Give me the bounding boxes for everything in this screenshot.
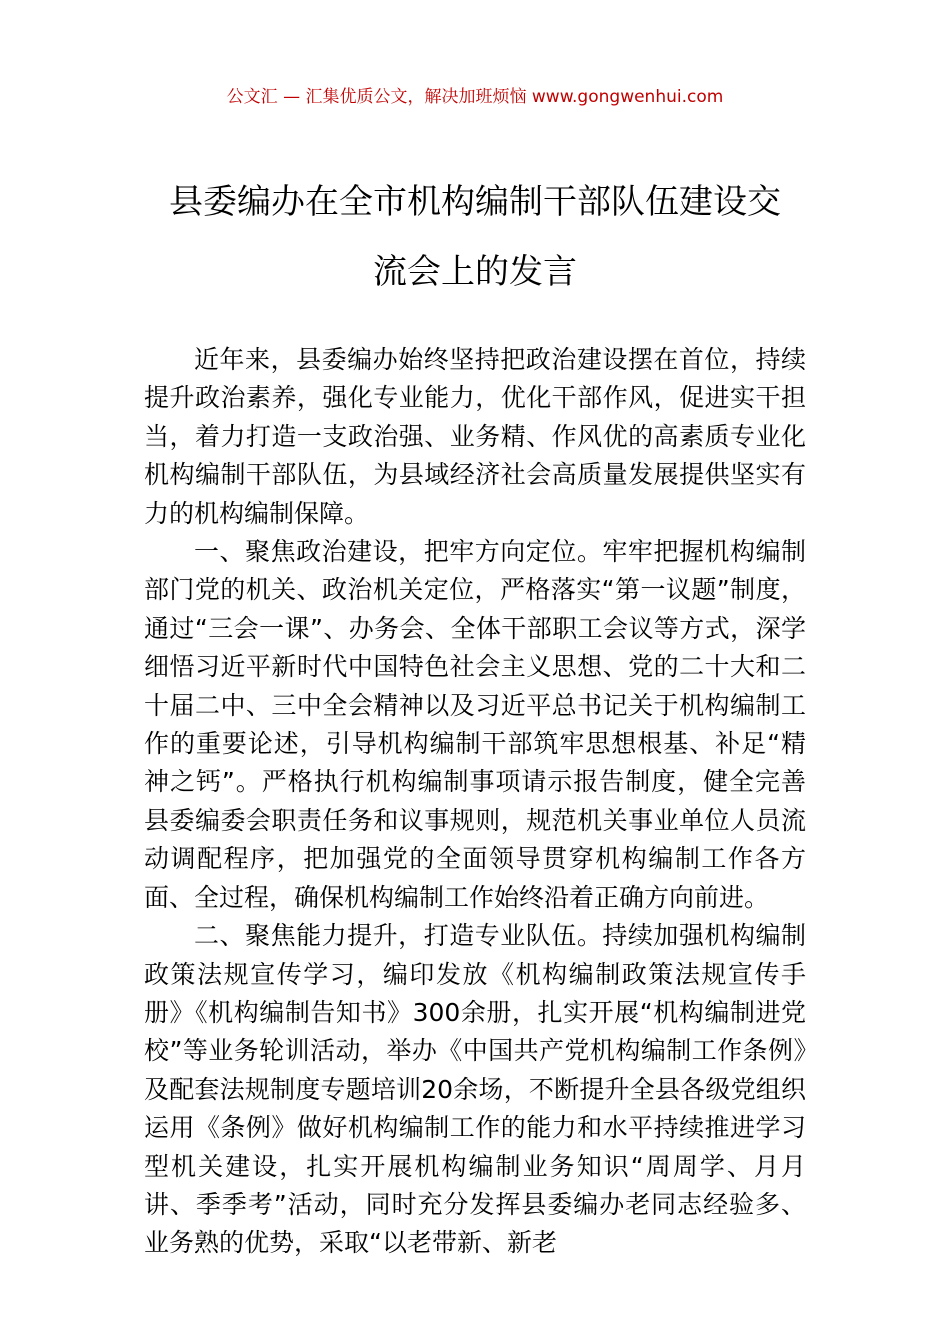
paragraph-section-2: 二、聚焦能力提升，打造专业队伍。持续加强机构编制政策法规宣传学习，编印发放《机构编制政策法规宣传手册》《机构编制告知书》300余册，扎实开展“机构编制进党校”等业务轮训活动，举办《中国共产党机构编制工作条例》及配套法规制度专题培训20余场，不断提升全县各级党组织运用《条例》做好机构编制工作的能力和水平持续推进学习型机关建设，扎实开展机构编制业务知识“周周学、月月讲、季季考”活动，同时充分发挥县委编办老同志经验多、业务熟的优势，采取“以老带新、新老 <box>144 921 806 1258</box>
header-banner: 公文汇 — 汇集优质公文，解决加班烦恼 www.gongwenhui.com <box>226 87 724 107</box>
document-body <box>144 341 806 1263</box>
document-title-line-1: 县委编办在全市机构编制干部队伍建设交 <box>169 182 781 222</box>
paragraph-intro: 近年来，县委编办始终坚持把政治建设摆在首位，持续提升政治素养，强化专业能力，优化干部作风，促进实干担当，着力打造一支政治强、业务精、作风优的高素质专业化机构编制干部队伍，为县域经济社会高质量发展提供坚实有力的机构编制保障。 <box>144 345 806 528</box>
paragraph-section-1: 一、聚焦政治建设，把牢方向定位。牢牢把握机构编制部门党的机关、政治机关定位，严格落实“第一议题”制度，通过“三会一课”、办务会、全体干部职工会议等方式，深学细悟习近平新时代中国特色社会主义思想、党的二十大和二十届二中、三中全会精神以及习近平总书记关于机构编制工作的重要论述，引导机构编制干部筑牢思想根基、补足“精神之钙”。严格执行机构编制事项请示报告制度，健全完善县委编委会职责任务和议事规则，规范机关事业单位人员流动调配程序，把加强党的全面领导贯穿机构编制工作各方面、全过程，确保机构编制工作始终沿着正确方向前进。 <box>144 537 806 912</box>
document-title-line-2: 流会上的发言 <box>373 252 577 292</box>
